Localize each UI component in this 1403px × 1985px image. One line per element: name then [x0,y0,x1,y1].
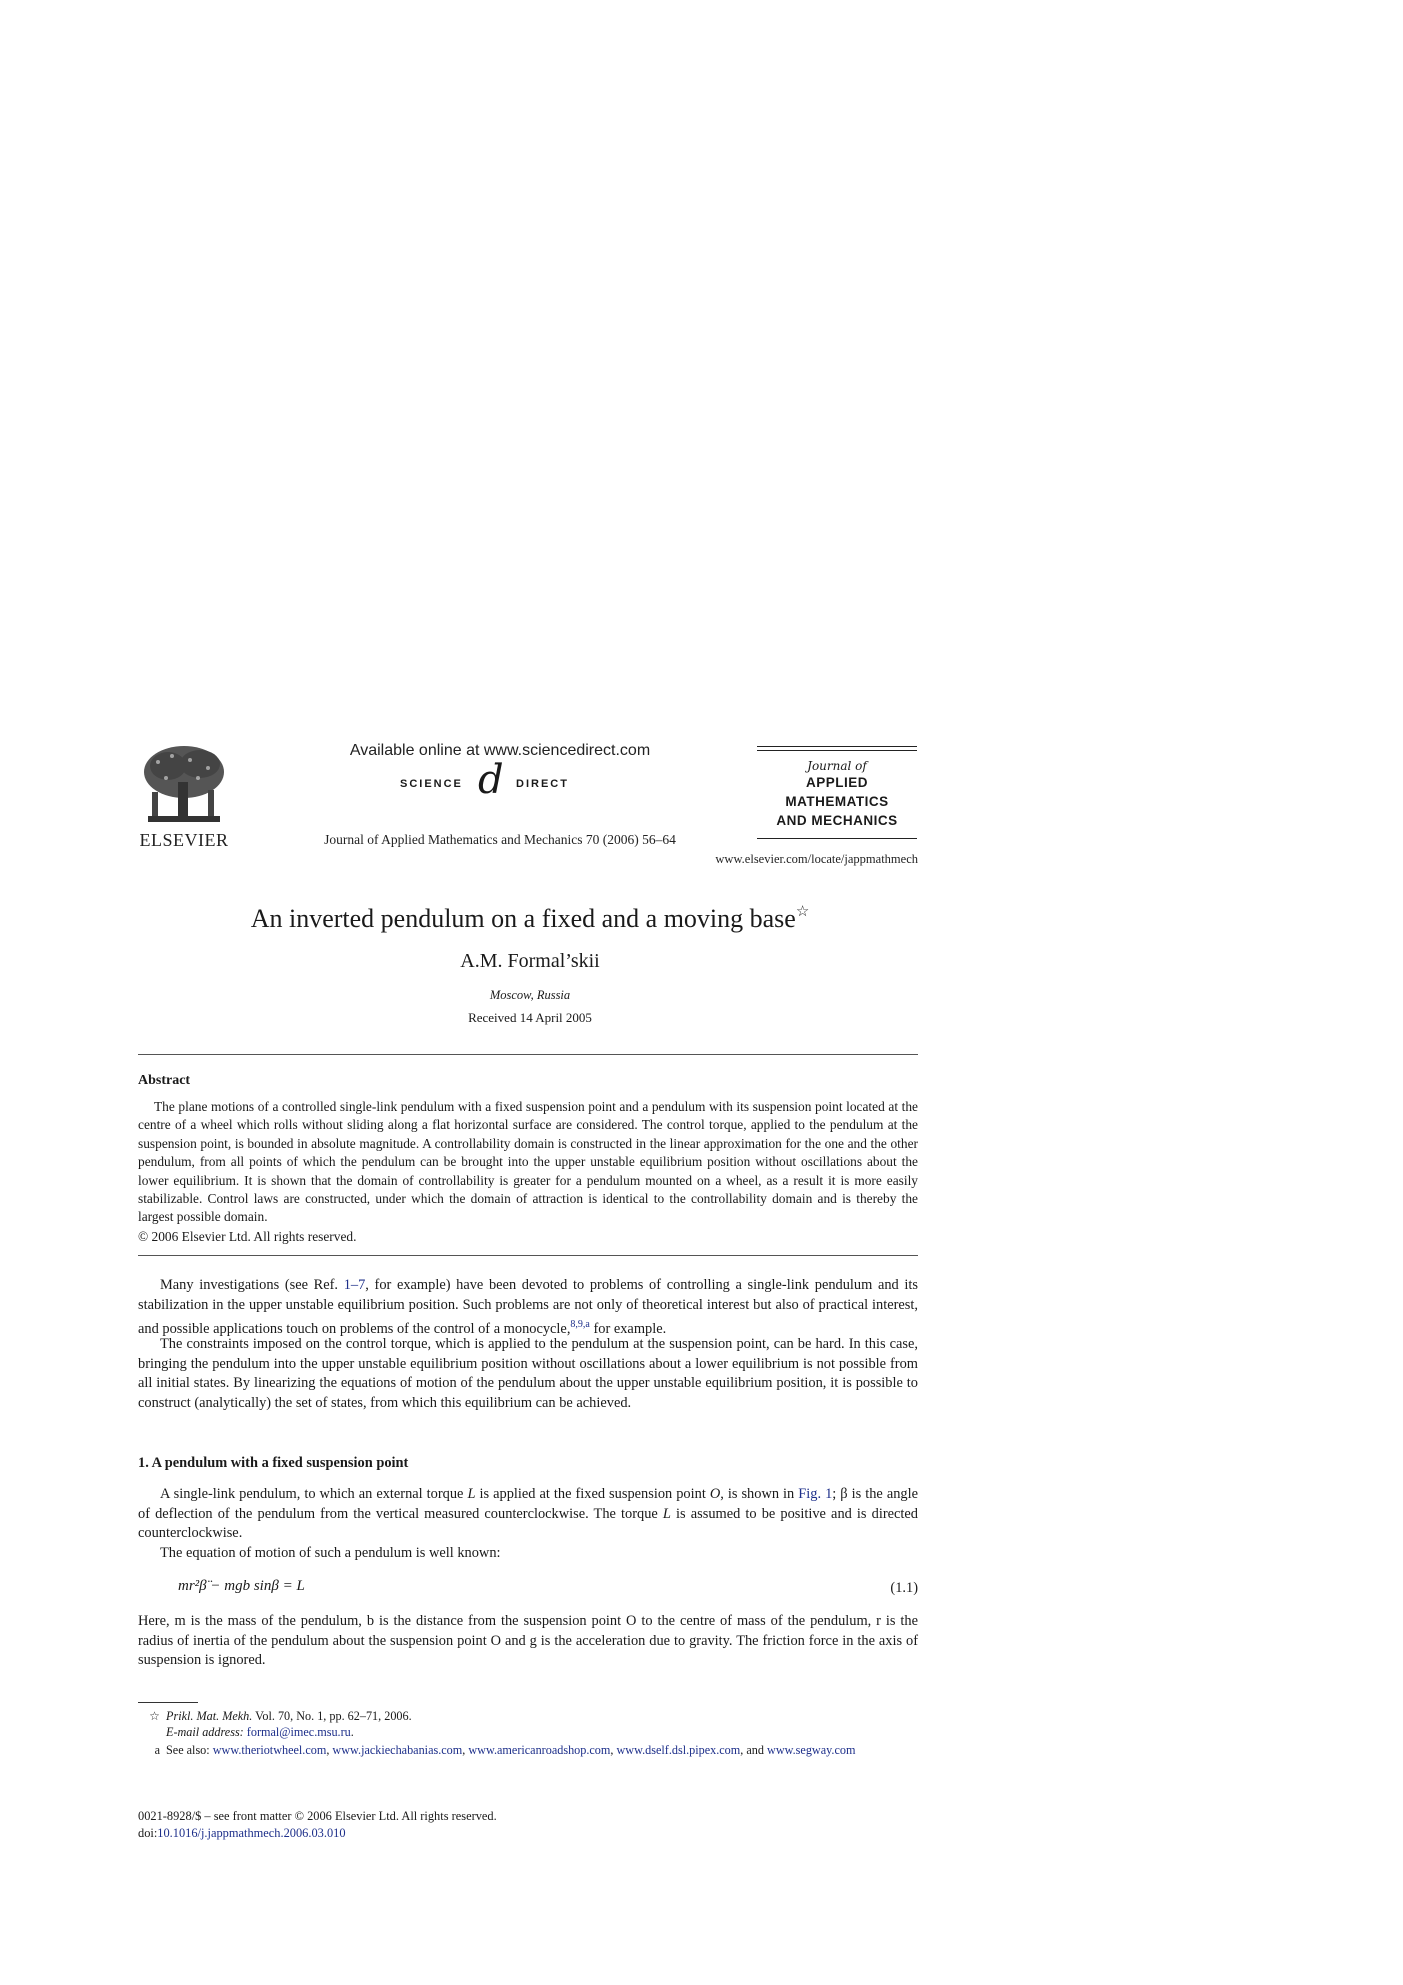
link-theriotwheel[interactable]: www.theriotwheel.com [212,1743,327,1757]
article-title [140,904,920,934]
footnote-star-icon: ☆ [149,1709,160,1723]
p4-text: The equation of motion of such a pendulum is well known: [160,1545,501,1561]
p3-text-d: ; β is the angle of deflection of the pendulum from the vertical measured counterclockwise. The torque [138,1486,918,1522]
footnote-a-marker: a [154,1743,160,1757]
journal-url-link[interactable]: www.elsevier.com/locate/jappmathmech [715,852,918,866]
journal-name-line3: AND MECHANICS [776,813,898,828]
fig-1-link[interactable]: Fig. 1 [798,1486,833,1502]
intro-paragraph-1 [138,1276,918,1340]
link-dself[interactable]: www.dself.dsl.pipex.com [616,1743,741,1757]
footnote-email: E-mail address: formal@imec.msu.ru. [166,1725,354,1739]
divider-bottom [138,1255,918,1256]
p3-text-e: is assumed to be positive and is directed counterclockwise. [138,1505,918,1542]
elsevier-tree-icon [138,742,230,830]
intro-paragraph-2 [138,1335,918,1413]
journal-of-label: Journal of [807,759,867,773]
journal-name-line2: MATHEMATICS [785,794,889,809]
journal-name-line1: APPLIED [805,775,868,790]
footnote-journal-details: Vol. 70, No. 1, pp. 62–71, 2006. [252,1709,412,1723]
equation-number: (1.1) [890,1580,918,1596]
front-matter [138,1808,497,1842]
p2-text: The constraints imposed on the control torque, which is applied to the pendulum at the suspension point, can be hard. In this case, bringing the pendulum into the upper unstable equilibrium position without oscillations about a lower equilibrium is not possible from all initial states. By linearizing the equations of motion of the pendulum about the upper unstable equilibrium position, it is possible to construct (analytically) the set of states, from which this equilibrium can be achieved. [138,1336,918,1411]
email-link[interactable]: formal@imec.msu.ru [246,1725,351,1739]
p1-text-b: , for example) have been devoted to problems of controlling a single-link pendulum and its stabilization in the upper unstable equilibrium position. Such problems are not only of theoretical interest but also of practical interest, and possible applications touch on problems of the control of a monocycle, [138,1277,918,1337]
ref-link-1-7[interactable]: 1–7 [343,1277,366,1293]
elsevier-wordmark: ELSEVIER [139,830,229,850]
p1-text-c: for example. [589,1320,667,1337]
p3-symbol-O: O [709,1486,721,1502]
p3-symbol-L: L [467,1486,476,1502]
section-1-heading: 1. A pendulum with a fixed suspension point [138,1455,409,1471]
author-name: A.M. Formal’skii [460,950,600,972]
author-affiliation: Moscow, Russia [489,988,571,1002]
p3-symbol-L2: L [662,1505,671,1522]
doi-line [138,1825,497,1842]
footnote-a-and: , and [740,1743,768,1757]
section-1-paragraph-3 [138,1612,918,1671]
article-title-text: An inverted pendulum on a fixed and a moving base [250,904,796,933]
journal-citation: Journal of Applied Mathematics and Mechanics 70 (2006) 56–64 [324,832,676,847]
link-americanroadshop[interactable]: www.americanroadshop.com [468,1743,611,1757]
title-footnote-star-icon[interactable]: ☆ [795,904,810,920]
footnote-a-prefix: See also: [166,1743,213,1757]
received-date: Received 14 April 2005 [468,1010,592,1025]
p3-text-c: , is shown in [720,1486,799,1502]
link-jackiechabanias[interactable]: www.jackiechabanias.com [332,1743,463,1757]
sciencedirect-logo-mark: d [478,757,504,803]
equation-1-1: mr²β̈ − mgb sinβ = L [178,1578,305,1594]
email-label: E-mail address: [166,1725,244,1739]
footnote-star [138,1708,928,1724]
abstract-text: The plane motions of a controlled single-link pendulum with a fixed suspension point and a pendulum with its suspension point located at the centre of a wheel which rolls without sliding along a flat horizontal surface are considered. The control torque, applied to the pendulum at the suspension point, is bounded in absolute magnitude. A controllability domain is constructed in the linear approximation for the one and the other pendulum, from all points of which the pendulum can be brought into the upper unstable equilibrium position without oscillations about the lower equilibrium. It is shown that the domain of controllability is greater for a pendulum mounted on a wheel, as a result it is more easily stabilizable. Control laws are constructed, under which the domain of attraction is identical to the controllability domain and is thereby the largest possible domain. [138,1099,918,1225]
section-1-paragraph-2 [138,1544,918,1564]
sciencedirect-logo-left: SCIENCE [400,778,463,790]
doi-prefix: doi: [138,1826,158,1840]
divider-top [138,1054,918,1055]
doi-link[interactable]: 10.1016/j.jappmathmech.2006.03.010 [157,1826,346,1840]
link-segway[interactable]: www.segway.com [767,1743,856,1757]
section-1-paragraph-1 [138,1485,918,1544]
abstract-body [138,1098,918,1227]
journal-name-box [757,746,917,842]
sciencedirect-logo-right: DIRECT [516,778,569,790]
p3-text-b: is applied at the fixed suspension point [475,1486,710,1502]
p1-text-a: Many investigations (see Ref. [160,1277,344,1293]
footnote-journal-name: Prikl. Mat. Mekh. [166,1709,253,1723]
abstract-copyright: © 2006 Elsevier Ltd. All rights reserved. [138,1229,357,1244]
footnote-a: a See also: www.theriotwheel.com, www.jackiechabanias.com, www.americanroadshop.com, www.dself.dsl.pipex.com, and www.segway.com [138,1742,928,1758]
elsevier-logo [138,742,230,850]
available-online-text: Available online at www.sciencedirect.com [349,742,651,759]
abstract-heading: Abstract [138,1073,191,1088]
footnote-divider [138,1702,198,1703]
p3-text-a: A single-link pendulum, to which an external torque [160,1486,468,1502]
p5-text: Here, m is the mass of the pendulum, b is the distance from the suspension point O to the centre of mass of the pendulum, r is the radius of inertia of the pendulum about the suspension point O and g is the acceleration due to gravity. The friction force in the axis of suspension is ignored. [138,1613,918,1669]
ref-link-8-9-a[interactable]: 8,9,a [570,1319,590,1331]
issn-line: 0021-8928/$ – see front matter © 2006 Elsevier Ltd. All rights reserved. [138,1809,497,1823]
